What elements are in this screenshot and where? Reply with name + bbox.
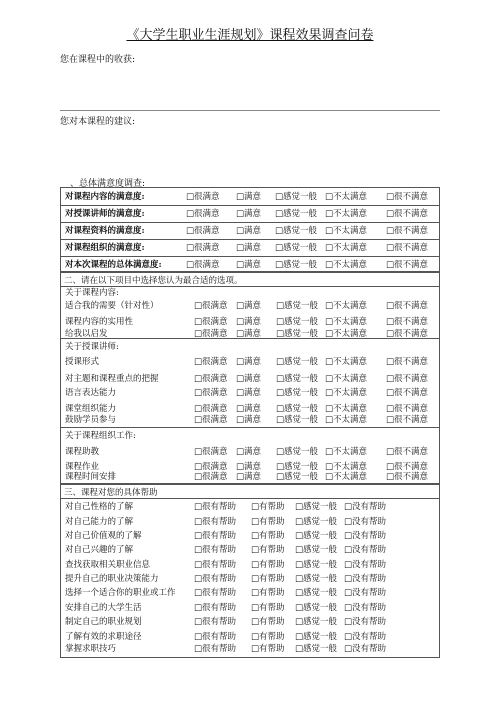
group-title: 关于课程组织工作: xyxy=(65,431,136,441)
checkbox-option[interactable]: □很不满意 xyxy=(386,415,429,425)
checkbox-option[interactable]: □不太满意 xyxy=(325,243,368,253)
row-divider xyxy=(61,239,439,240)
checkbox-option[interactable]: □满意 xyxy=(236,226,262,236)
row-divider xyxy=(61,338,439,339)
checkbox-option[interactable]: □满意 xyxy=(236,243,262,253)
checkbox-option[interactable]: □很不满意 xyxy=(386,209,429,219)
checkbox-option[interactable]: □很不满意 xyxy=(386,447,429,457)
table-row xyxy=(61,572,439,587)
checkbox-option[interactable]: □满意 xyxy=(236,260,262,270)
row-divider xyxy=(61,222,439,223)
checkbox-option[interactable]: □满意 xyxy=(236,374,262,384)
table-row xyxy=(61,299,439,314)
checkbox-option[interactable]: □没有帮助 xyxy=(344,517,387,527)
checkbox-option[interactable]: □不太满意 xyxy=(325,415,368,425)
checkbox-option[interactable]: □很满意 xyxy=(194,415,228,425)
row-label: 查找获取相关职业信息 xyxy=(65,560,151,570)
checkbox-option[interactable]: □感觉一般 xyxy=(276,404,319,414)
checkbox-option[interactable]: □很满意 xyxy=(186,192,220,202)
row-label: 课堂组织能力 xyxy=(65,404,117,414)
row-divider xyxy=(61,256,439,257)
checkbox-option[interactable]: □很有帮助 xyxy=(194,603,237,613)
table-row xyxy=(61,515,439,530)
checkbox-option[interactable]: □很有帮助 xyxy=(194,574,237,584)
checkbox-option[interactable]: □很有帮助 xyxy=(194,644,237,654)
checkbox-option[interactable]: □很有帮助 xyxy=(194,531,237,541)
checkbox-option[interactable]: □满意 xyxy=(236,462,262,472)
checkbox-option[interactable]: □不太满意 xyxy=(325,447,368,457)
checkbox-option[interactable]: □感觉一般 xyxy=(276,317,319,327)
q1-answer-line xyxy=(60,110,440,111)
checkbox-option[interactable]: □不太满意 xyxy=(325,329,368,339)
checkbox-option[interactable]: □不太满意 xyxy=(325,209,368,219)
checkbox-option[interactable]: □感觉一般 xyxy=(295,517,338,527)
checkbox-option[interactable]: □不太满意 xyxy=(325,226,368,236)
table-row xyxy=(61,241,439,256)
checkbox-option[interactable]: □感觉一般 xyxy=(275,209,318,219)
table-row xyxy=(61,586,439,601)
row-label: 给我以启发 xyxy=(65,329,108,339)
q2-label: 您对本课程的建议: xyxy=(60,117,136,127)
row-label: 适合我的需要（针对性） xyxy=(65,301,159,311)
checkbox-option[interactable]: □很满意 xyxy=(186,243,220,253)
checkbox-option[interactable]: □有帮助 xyxy=(251,617,285,627)
checkbox-option[interactable]: □不太满意 xyxy=(325,388,368,398)
checkbox-option[interactable]: □很不满意 xyxy=(386,472,429,482)
checkbox-option[interactable]: □没有帮助 xyxy=(344,560,387,570)
checkbox-option[interactable]: □有帮助 xyxy=(251,603,285,613)
checkbox-option[interactable]: □不太满意 xyxy=(325,404,368,414)
checkbox-option[interactable]: □没有帮助 xyxy=(344,644,387,654)
checkbox-option[interactable]: □感觉一般 xyxy=(295,617,338,627)
row-divider xyxy=(61,427,439,428)
checkbox-option[interactable]: □很有帮助 xyxy=(194,632,237,642)
section1-table xyxy=(60,187,440,272)
checkbox-option[interactable]: □很满意 xyxy=(194,472,228,482)
checkbox-option[interactable]: □很满意 xyxy=(186,209,220,219)
checkbox-option[interactable]: □不太满意 xyxy=(325,260,368,270)
checkbox-option[interactable]: □很不满意 xyxy=(386,404,429,414)
row-label: 提升自己的职业决策能力 xyxy=(65,574,159,584)
row-label: 对课程组织的满意度: xyxy=(65,243,145,253)
checkbox-option[interactable]: □很满意 xyxy=(194,329,228,339)
checkbox-option[interactable]: □很不满意 xyxy=(386,317,429,327)
checkbox-option[interactable]: □很有帮助 xyxy=(194,617,237,627)
row-label: 掌握求职技巧 xyxy=(65,644,117,654)
table-row xyxy=(61,224,439,239)
checkbox-option[interactable]: □感觉一般 xyxy=(295,588,338,598)
checkbox-option[interactable]: □不太满意 xyxy=(325,472,368,482)
checkbox-option[interactable]: □很有帮助 xyxy=(194,545,237,555)
section3-table xyxy=(60,484,440,658)
section1-heading: 、总体满意度调查: xyxy=(70,179,146,189)
checkbox-option[interactable]: □很不满意 xyxy=(386,301,429,311)
checkbox-option[interactable]: □很有帮助 xyxy=(194,502,237,512)
checkbox-option[interactable]: □很不满意 xyxy=(386,374,429,384)
row-label: 对自己兴趣的了解 xyxy=(65,545,134,555)
row-label: 对主题和课程重点的把握 xyxy=(65,374,159,384)
section2-heading: 二、请在以下项目中选择您认为最合适的选项。 xyxy=(64,276,243,286)
checkbox-option[interactable]: □有帮助 xyxy=(251,560,285,570)
checkbox-option[interactable]: □感觉一般 xyxy=(295,502,338,512)
row-label: 选择一个适合你的职业或工作 xyxy=(65,588,176,598)
table-row xyxy=(61,500,439,515)
row-label: 课程时间安排 xyxy=(65,472,117,482)
checkbox-option[interactable]: □很满意 xyxy=(194,447,228,457)
checkbox-option[interactable]: □不太满意 xyxy=(325,374,368,384)
table-row xyxy=(61,615,439,630)
checkbox-option[interactable]: □感觉一般 xyxy=(276,447,319,457)
section3-heading: 三、课程对您的具体帮助 xyxy=(64,488,158,498)
checkbox-option[interactable]: □不太满意 xyxy=(325,301,368,311)
section2-table xyxy=(60,272,440,484)
table-row xyxy=(61,258,439,273)
checkbox-option[interactable]: □很不满意 xyxy=(386,226,429,236)
checkbox-option[interactable]: □没有帮助 xyxy=(344,574,387,584)
checkbox-option[interactable]: □满意 xyxy=(236,317,262,327)
checkbox-option[interactable]: □感觉一般 xyxy=(275,260,318,270)
table-row xyxy=(61,372,439,387)
checkbox-option[interactable]: □很满意 xyxy=(186,226,220,236)
checkbox-option[interactable]: □有帮助 xyxy=(251,632,285,642)
row-label: 课程作业 xyxy=(65,462,100,472)
table-row xyxy=(61,558,439,573)
checkbox-option[interactable]: □很满意 xyxy=(194,357,228,367)
row-label: 语言表达能力 xyxy=(65,388,117,398)
table-row xyxy=(61,601,439,616)
checkbox-option[interactable]: □满意 xyxy=(236,192,262,202)
row-label: 对课程内容的满意度: xyxy=(65,192,145,202)
checkbox-option[interactable]: □感觉一般 xyxy=(295,603,338,613)
checkbox-option[interactable]: □没有帮助 xyxy=(344,531,387,541)
checkbox-option[interactable]: □很满意 xyxy=(194,317,228,327)
checkbox-option[interactable]: □没有帮助 xyxy=(344,545,387,555)
checkbox-option[interactable]: □很满意 xyxy=(194,374,228,384)
row-divider xyxy=(61,205,439,206)
group-title: 关于授课讲师: xyxy=(65,342,119,352)
group-title: 关于课程内容: xyxy=(65,288,119,298)
checkbox-option[interactable]: □感觉一般 xyxy=(295,644,338,654)
table-row xyxy=(61,413,439,428)
checkbox-option[interactable]: □有帮助 xyxy=(251,545,285,555)
row-label: 对自己价值观的了解 xyxy=(65,531,142,541)
checkbox-option[interactable]: □感觉一般 xyxy=(275,226,318,236)
checkbox-option[interactable]: □感觉一般 xyxy=(295,545,338,555)
checkbox-option[interactable]: □很不满意 xyxy=(386,243,429,253)
checkbox-option[interactable]: □有帮助 xyxy=(251,644,285,654)
checkbox-option[interactable]: □很不满意 xyxy=(386,192,429,202)
row-label: 对课程资料的满意度: xyxy=(65,226,145,236)
table-row xyxy=(61,470,439,485)
row-label: 课程助教 xyxy=(65,447,100,457)
checkbox-option[interactable]: □不太满意 xyxy=(325,357,368,367)
checkbox-option[interactable]: □满意 xyxy=(236,388,262,398)
checkbox-option[interactable]: □感觉一般 xyxy=(276,388,319,398)
checkbox-option[interactable]: □有帮助 xyxy=(251,531,285,541)
table-row xyxy=(61,543,439,558)
row-label: 对授课讲师的满意度: xyxy=(65,209,145,219)
checkbox-option[interactable]: □感觉一般 xyxy=(276,415,319,425)
checkbox-option[interactable]: □感觉一般 xyxy=(275,243,318,253)
checkbox-option[interactable]: □有帮助 xyxy=(251,517,285,527)
checkbox-option[interactable]: □很有帮助 xyxy=(194,560,237,570)
checkbox-option[interactable]: □很满意 xyxy=(194,301,228,311)
checkbox-option[interactable]: □满意 xyxy=(236,357,262,367)
checkbox-option[interactable]: □不太满意 xyxy=(325,462,368,472)
checkbox-option[interactable]: □满意 xyxy=(236,472,262,482)
row-divider xyxy=(61,498,439,499)
checkbox-option[interactable]: □感觉一般 xyxy=(295,560,338,570)
checkbox-option[interactable]: □感觉一般 xyxy=(276,357,319,367)
checkbox-option[interactable]: □满意 xyxy=(236,329,262,339)
row-label: 鼓励学员参与 xyxy=(65,415,117,425)
row-label: 课程内容的实用性 xyxy=(65,317,134,327)
checkbox-option[interactable]: □很不满意 xyxy=(386,462,429,472)
table-row xyxy=(61,642,439,657)
table-row xyxy=(61,207,439,222)
row-label: 对自己能力的了解 xyxy=(65,517,134,527)
table-row xyxy=(61,386,439,401)
checkbox-option[interactable]: □很满意 xyxy=(186,260,220,270)
row-label: 授课形式 xyxy=(65,357,100,367)
checkbox-option[interactable]: □感觉一般 xyxy=(295,531,338,541)
row-label: 安排自己的大学生活 xyxy=(65,603,142,613)
row-label: 对自己性格的了解 xyxy=(65,502,134,512)
checkbox-option[interactable]: □感觉一般 xyxy=(276,374,319,384)
checkbox-option[interactable]: □很不满意 xyxy=(386,388,429,398)
row-label: 对本次课程的总体满意度: xyxy=(65,260,162,270)
checkbox-option[interactable]: □满意 xyxy=(236,404,262,414)
checkbox-option[interactable]: □满意 xyxy=(236,301,262,311)
table-row xyxy=(61,529,439,544)
row-label: 了解有效的求职途径 xyxy=(65,632,142,642)
page-title: 《大学生职业生涯规划》课程效果调查问卷 xyxy=(126,28,374,43)
checkbox-option[interactable]: □很不满意 xyxy=(386,329,429,339)
checkbox-option[interactable]: □感觉一般 xyxy=(276,301,319,311)
checkbox-option[interactable]: □很满意 xyxy=(194,404,228,414)
checkbox-option[interactable]: □感觉一般 xyxy=(275,192,318,202)
checkbox-option[interactable]: □满意 xyxy=(236,415,262,425)
checkbox-option[interactable]: □很有帮助 xyxy=(194,588,237,598)
checkbox-option[interactable]: □没有帮助 xyxy=(344,588,387,598)
checkbox-option[interactable]: □感觉一般 xyxy=(276,329,319,339)
checkbox-option[interactable]: □没有帮助 xyxy=(344,617,387,627)
checkbox-option[interactable]: □有帮助 xyxy=(251,574,285,584)
checkbox-option[interactable]: □满意 xyxy=(236,447,262,457)
checkbox-option[interactable]: □没有帮助 xyxy=(344,603,387,613)
table-row xyxy=(61,190,439,205)
checkbox-option[interactable]: □有帮助 xyxy=(251,588,285,598)
checkbox-option[interactable]: □感觉一般 xyxy=(276,472,319,482)
checkbox-option[interactable]: □很不满意 xyxy=(386,357,429,367)
checkbox-option[interactable]: □感觉一般 xyxy=(295,574,338,584)
checkbox-option[interactable]: □很满意 xyxy=(194,462,228,472)
table-row xyxy=(61,355,439,370)
checkbox-option[interactable]: □满意 xyxy=(236,209,262,219)
checkbox-option[interactable]: □很满意 xyxy=(194,388,228,398)
row-label: 制定自己的职业规划 xyxy=(65,617,142,627)
checkbox-option[interactable]: □不太满意 xyxy=(325,317,368,327)
q1-label: 您在课程中的收获: xyxy=(60,55,136,65)
checkbox-option[interactable]: □没有帮助 xyxy=(344,502,387,512)
checkbox-option[interactable]: □很有帮助 xyxy=(194,517,237,527)
checkbox-option[interactable]: □很不满意 xyxy=(386,260,429,270)
checkbox-option[interactable]: □感觉一般 xyxy=(276,462,319,472)
checkbox-option[interactable]: □不太满意 xyxy=(325,192,368,202)
checkbox-option[interactable]: □感觉一般 xyxy=(295,632,338,642)
table-row xyxy=(61,445,439,460)
checkbox-option[interactable]: □有帮助 xyxy=(251,502,285,512)
checkbox-option[interactable]: □没有帮助 xyxy=(344,632,387,642)
